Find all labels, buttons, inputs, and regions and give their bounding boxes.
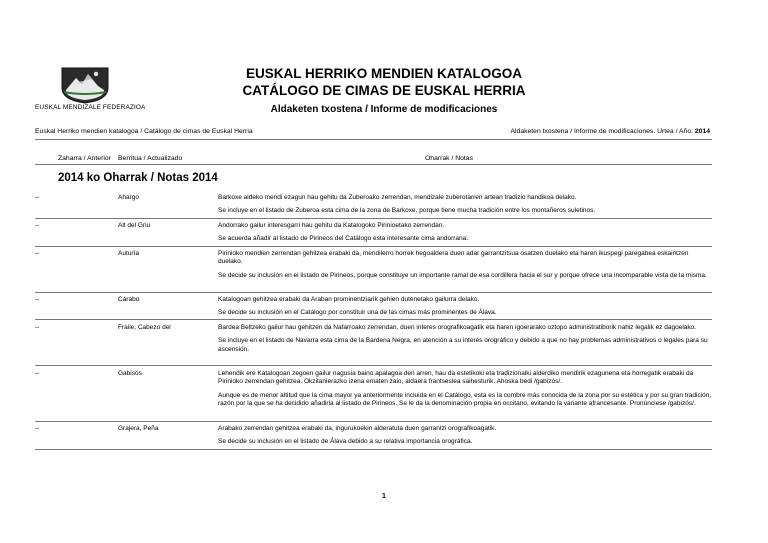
report-label: Aldaketen txostena / Informe de modificaciones. Urtea / Año: [510, 128, 693, 135]
row-divider [35, 246, 712, 247]
row-divider [35, 292, 712, 293]
note-es: Se decide su inclusión en el Catálogo por constituir una de las cimas más prominentes de Álava. [218, 309, 497, 317]
old-name: -- [35, 194, 40, 201]
note-eu: Barkoxe aldeko mendi ezagun hau gehitu da Zuberoako zerrendan, mendizale zuberotarren artean tradizio handikoa delako. [218, 194, 577, 201]
catalog-title-es: CATÁLOGO DE CIMAS DE EUSKAL HERRIA [242, 83, 526, 98]
page-number: 1 [382, 493, 386, 500]
column-new: Berritua / Actualizado [118, 155, 183, 162]
catalog-title-eu: EUSKAL HERRIKO MENDIEN KATALOGOA [245, 66, 522, 81]
report-year: 2014 [694, 128, 710, 135]
new-name: Gabisós [118, 370, 142, 377]
note-es: Se decide su inclusión en el listado de Pirineos, porque constituye un importante ramal de esa cordillera hacia el sur y porque ofrece una incomparable vista de la misma. [218, 271, 707, 279]
column-divider [35, 164, 712, 165]
old-name: -- [35, 222, 40, 229]
note-eu: Bardea Beltzeko gailur hau gehitzen da Nafarroako zerrendan, duen interes orografikoagatik eta haren igoerarako oztopo administratiborik nahiz legalik ez dagoelako. [218, 324, 697, 331]
federation-name: EUSKAL MENDIZALE FEDERAZIOA [35, 104, 146, 111]
note-eu: Katalogoan gehitzea erabaki da Araban prominentziarik gehien dutenetako gailurra delako. [218, 296, 480, 303]
new-name: Alt del Griu [118, 222, 151, 229]
old-name: -- [35, 370, 40, 377]
catalog-label: Euskal Herriko mendien katalogoa / Catálogo de cimas de Euskal Herria [35, 128, 253, 135]
note-es: Aunque es de menor altitud que la cima mayor ya anteriormente incluida en el Catálogo, esta es la cumbre más conocida de la zona por su estética y por su gran tradición, razón por la que se ha decidido añadirla al listado de Pirineos. Se le da la denominación propia en occitano, evitando la variante afrancesante. Pronúnciese /gabizós/. [218, 391, 712, 408]
row-divider [35, 365, 712, 366]
new-name: Cárabo [118, 296, 140, 303]
row-divider [35, 218, 712, 219]
old-name: -- [35, 250, 40, 257]
report-subtitle: Aldaketen txostena / Informe de modificaciones [270, 104, 498, 115]
note-es: Se decide su inclusión en el listado de Álava debido a su relativa importancia orográfica. [218, 438, 473, 446]
column-old: Zaharra / Anterior [58, 155, 111, 162]
new-name: Fraile, Cabezo del [118, 324, 171, 331]
row-divider [35, 449, 712, 450]
header-divider [35, 139, 712, 140]
note-eu: Andorrako gailur interesgarri hau gehitu da Katalogoko Pirinioetako zerrendan. [218, 222, 445, 229]
old-name: -- [35, 296, 40, 303]
note-es: Se acuerda añadir al listado de Pirineos del Catálogo esta interesante cima andorrana. [218, 235, 469, 243]
new-name: Auturía [118, 250, 139, 257]
new-name: Grajera, Peña [118, 425, 159, 432]
row-divider [35, 421, 712, 422]
note-es: Se incluye en el listado de Navarra esta cima de la Bardena Negra, en atención a su interés orográfico y debido a que no hay problemas administrativos o legales para su ascensión. [218, 337, 708, 353]
row-divider [35, 319, 712, 320]
note-eu: Lehendik ere Katalogoan zegoen gailur nagusia baino apalagoa den arren, hau da estetikoki eta tradizionalki alderdiko mendirik ezagunena eta horregatik erabaki da Pirinioko zerrendan gehitzea. Okzitanierazko izena ematen zaio, aldaera frantseslea saihesturik. Ahoska bedi /gabizós/. [218, 370, 694, 386]
note-es: Se incluye en el listado de Zuberoa esta cima de la zona de Barkoxe, porque tiene mucha tradición entre los montañeros suletinos. [218, 207, 596, 215]
section-title: 2014 ko Oharrak / Notas 2014 [58, 172, 218, 184]
old-name: -- [35, 324, 40, 331]
note-eu: Pirinioko mendien zerrendan gehitzea erabaki da, mendilerro horrek hegoaldera duen adar garrantzitsua osatzen duelako eta haren ikuspegi paregabea eskaintzen duelako. [218, 250, 689, 266]
old-name: -- [35, 425, 40, 432]
report-label-block [511, 128, 711, 135]
new-name: Ahargo [118, 194, 139, 201]
column-notes: Oharrak / Notas [425, 155, 473, 162]
note-eu: Arabako zerrendan gehitzea erabaki da, ingurukoekin alderatuta duen garrantzi orografikoagatik. [218, 425, 497, 432]
